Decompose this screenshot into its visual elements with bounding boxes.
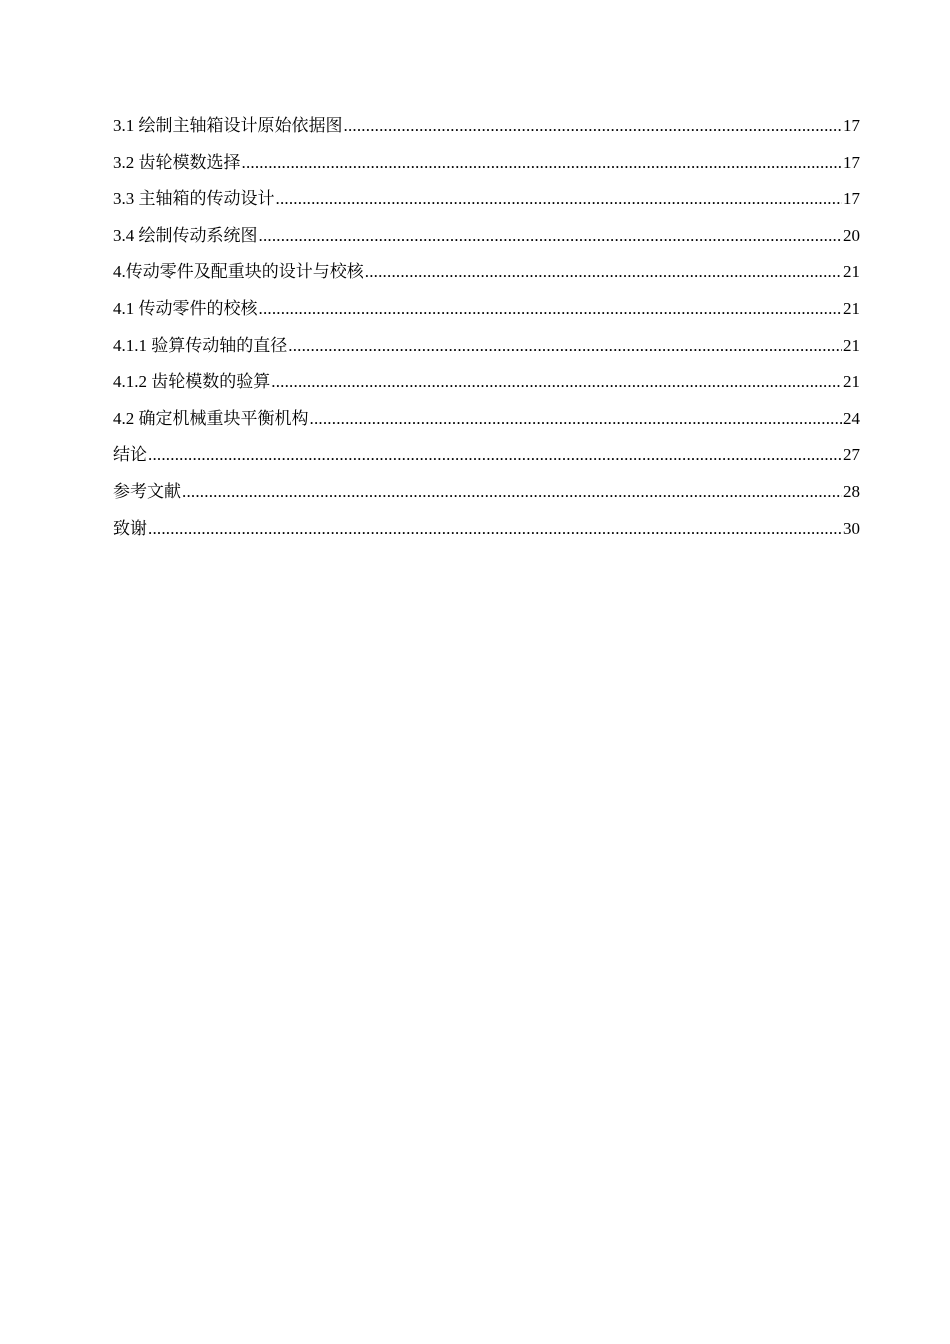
- toc-entry[interactable]: [113, 258, 860, 295]
- toc-entry[interactable]: [113, 478, 860, 515]
- toc-entry[interactable]: [113, 368, 860, 405]
- toc-dot-leader: [242, 149, 843, 177]
- toc-entry-page: 28: [843, 481, 860, 501]
- toc-entry-page: 30: [843, 518, 860, 538]
- toc-entry-title: 结论: [113, 445, 147, 465]
- toc-entry-page: 21: [843, 335, 860, 355]
- toc-dot-leader: [310, 405, 843, 433]
- toc-entry-page: 17: [843, 189, 860, 209]
- toc-entry-page: 24: [843, 408, 860, 428]
- toc-entry-title: 4.2 确定机械重块平衡机构: [113, 408, 309, 428]
- toc-entry-title: 3.4 绘制传动系统图: [113, 225, 258, 245]
- toc-dot-leader: [288, 332, 842, 360]
- toc-entry-title: 致谢: [113, 518, 147, 538]
- toc-entry[interactable]: [113, 112, 860, 149]
- table-of-contents: [113, 112, 860, 551]
- toc-entry-page: 21: [843, 372, 860, 392]
- toc-entry-title: 4.1 传动零件的校核: [113, 298, 258, 318]
- toc-entry-title: 4.传动零件及配重块的设计与校核: [113, 262, 364, 282]
- toc-dot-leader: [365, 258, 842, 286]
- toc-entry-title: 4.1.1 验算传动轴的直径: [113, 335, 288, 355]
- toc-entry[interactable]: [113, 149, 860, 186]
- toc-entry[interactable]: [113, 222, 860, 259]
- toc-entry[interactable]: [113, 185, 860, 222]
- toc-entry-title: 3.1 绘制主轴箱设计原始依据图: [113, 116, 343, 135]
- toc-dot-leader: [276, 185, 843, 213]
- toc-entry-page: 17: [843, 152, 860, 172]
- toc-dot-leader: [148, 441, 842, 469]
- toc-dot-leader: [344, 112, 843, 140]
- toc-entry-title: 4.1.2 齿轮模数的验算: [113, 372, 271, 392]
- toc-dot-leader: [148, 515, 842, 543]
- toc-entry-title: 3.2 齿轮模数选择: [113, 152, 241, 172]
- toc-dot-leader: [259, 222, 843, 250]
- toc-entry-page: 17: [843, 116, 860, 135]
- toc-entry-title: 3.3 主轴箱的传动设计: [113, 189, 275, 209]
- toc-entry[interactable]: [113, 405, 860, 442]
- toc-entry[interactable]: [113, 332, 860, 369]
- toc-entry[interactable]: [113, 515, 860, 552]
- toc-dot-leader: [259, 295, 843, 323]
- toc-entry-page: 21: [843, 262, 860, 282]
- toc-entry[interactable]: [113, 441, 860, 478]
- toc-entry-page: 21: [843, 298, 860, 318]
- toc-entry-title: 参考文献: [113, 481, 181, 501]
- toc-entry[interactable]: [113, 295, 860, 332]
- toc-dot-leader: [271, 368, 842, 396]
- toc-entry-page: 27: [843, 445, 860, 465]
- toc-entry-page: 20: [843, 225, 860, 245]
- toc-dot-leader: [182, 478, 842, 506]
